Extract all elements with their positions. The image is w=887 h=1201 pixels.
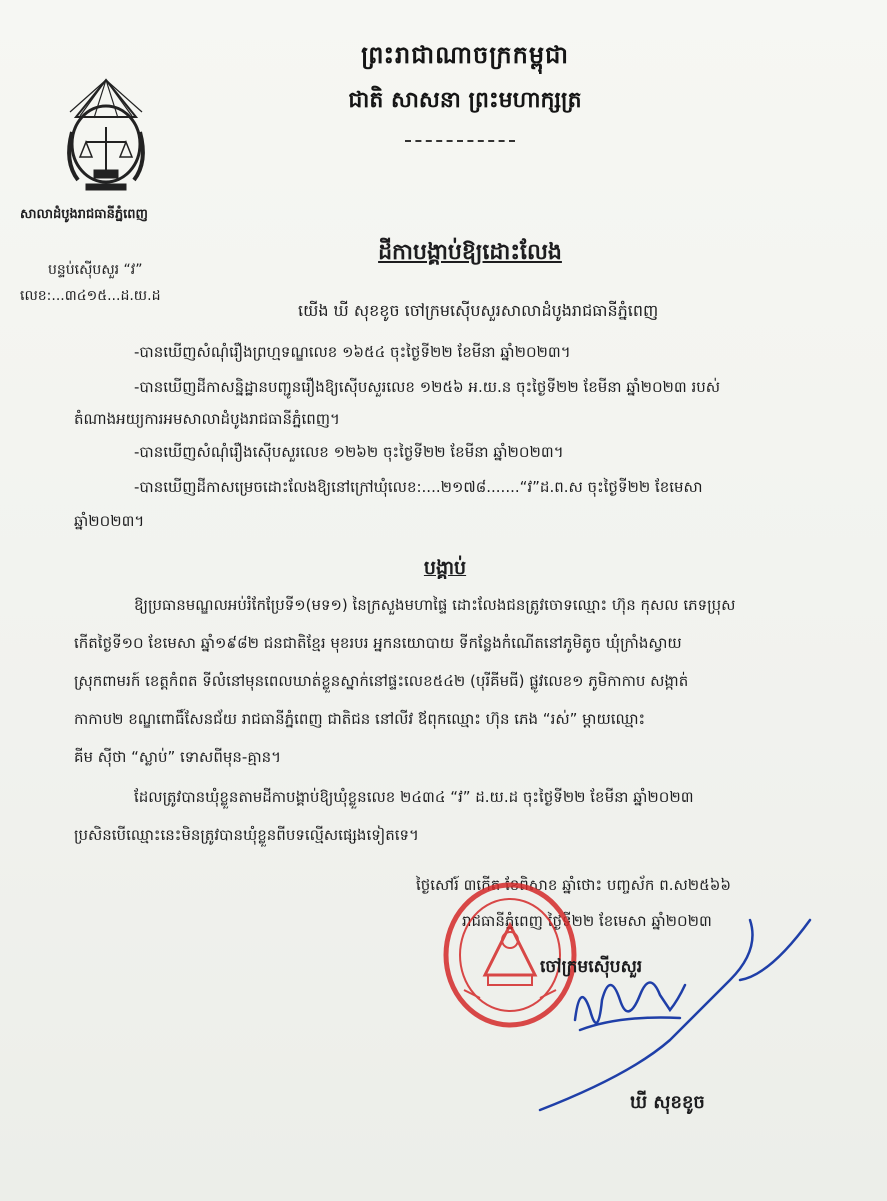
- signer-name: ឃី សុខខូច: [630, 1092, 705, 1113]
- court-name: សាលាដំបូងរាជធានីភ្នំពេញ: [20, 207, 148, 222]
- place-date: រាជធានីភ្នំពេញ ថ្ងៃទី២២ ខែមេសា ឆ្នាំ២០២៣: [462, 912, 712, 930]
- court-emblem-icon: [56, 72, 156, 202]
- considering-line: ឆ្នាំ២០២៣។: [74, 512, 145, 530]
- judge-intro: យើង ឃី សុខខូច ចៅក្រមស៊ើបសួរសាលាដំបូងរាជធានីភ្នំពេញ: [298, 301, 659, 320]
- order-line: កើតថ្ងៃទី១០ ខែមេសា ឆ្នាំ១៩៨២ ជនជាតិខ្មែរ មុខរបរ អ្នកនយោបាយ ទីកន្លែងកំណើតនៅភូមិតូច ឃុំក្រាំងស្វាយ: [74, 634, 682, 652]
- considering-line: -បានឃើញដីកាសន្និដ្ឋានបញ្ជូនរឿងឱ្យស៊ើបសួរលេខ ១២៥៦ អ.យ.ន ចុះថ្ងៃទី២២ ខែមីនា ឆ្នាំ២០២៣ របស់: [134, 378, 721, 396]
- order-line: គីម ស៊ីថា “ស្លាប់” ទោសពីមុន-គ្មាន។: [74, 748, 282, 766]
- detention-line: ដែលត្រូវបានឃុំខ្លួនតាមដីកាបង្គាប់ឱ្យឃុំខ្លួនលេខ ២៤៣៤ “វ” ដ.យ.ដ ចុះថ្ងៃទី២២ ខែមីនា ឆ្នាំ២០២៣: [134, 788, 694, 806]
- header-divider: [405, 140, 515, 144]
- considering-line: -បានឃើញដីកាសម្រេចដោះលែងឱ្យនៅក្រៅឃុំលេខ:....២១៧៨.......“វ”ដ.ព.ស ចុះថ្ងៃទី២២ ខែមេសា: [134, 478, 703, 496]
- lunar-date: ថ្ងៃសៅរ៍ ៣កើត ខែពិសាខ ឆ្នាំថោះ បញ្ចស័ក ព.ស២៥៦៦: [416, 876, 731, 894]
- order-line: កាកាប២ ខណ្ឌពោធិ៍សែនជ័យ រាជធានីភ្នំពេញ ជាតិជន នៅលីវ ឪពុកឈ្មោះ ហ៊ុន ភេង “រស់” ម្តាយឈ្មោះ: [74, 710, 646, 728]
- national-motto: ជាតិ សាសនា ព្រះមហាក្សត្រ: [348, 88, 582, 113]
- order-line: ស្រុកពាមរក៍ ខេត្តកំពត ទីលំនៅមុនពេលឃាត់ខ្លួនស្នាក់នៅផ្ទះលេខ៥៤២ (បុរីគីមធី) ផ្លូវលេខ១ ភូមិកាកាប សង្កាត់: [74, 672, 689, 690]
- considering-line: -បានឃើញសំណុំរឿងស៊ើបសួរលេខ ១២៦២ ចុះថ្ងៃទី២២ ខែមីនា ឆ្នាំ២០២៣។: [134, 443, 564, 461]
- considering-line: -បានឃើញសំណុំរឿងព្រហ្មទណ្ឌលេខ ១៦៥៤ ចុះថ្ងៃទី២២ ខែមីនា ឆ្នាំ២០២៣។: [134, 343, 571, 361]
- document-title: ដីកាបង្គាប់ឱ្យដោះលែង: [378, 240, 562, 265]
- reference-number: លេខ:...៣៤១៥...ដ.យ.ដ: [20, 288, 161, 304]
- section-heading: បង្គាប់: [423, 557, 467, 579]
- signer-title: ចៅក្រមស៊ើបសួរ: [540, 957, 643, 977]
- detention-line: ប្រសិនបើឈ្មោះនេះមិនត្រូវបានឃុំខ្លួនពីបទល្មើសផ្សេងទៀតទេ។: [74, 826, 419, 844]
- office-name: បន្ទប់ស៊ើបសួរ “វ”: [48, 262, 143, 278]
- order-line: ឱ្យប្រធានមណ្ឌលអប់រំកែប្រែទី១(មទ១) នៃក្រសួងមហាផ្ទៃ ដោះលែងជនត្រូវចោទឈ្មោះ ហ៊ុន កុសល ភេទប្រុស: [134, 596, 736, 614]
- considering-line: តំណាងអយ្យការអមសាលាដំបូងរាជធានីភ្នំពេញ។: [74, 410, 340, 428]
- handwritten-signature-icon: [520, 900, 820, 1120]
- kingdom-heading: ព្រះរាជាណាចក្រកម្ពុជា: [361, 41, 569, 69]
